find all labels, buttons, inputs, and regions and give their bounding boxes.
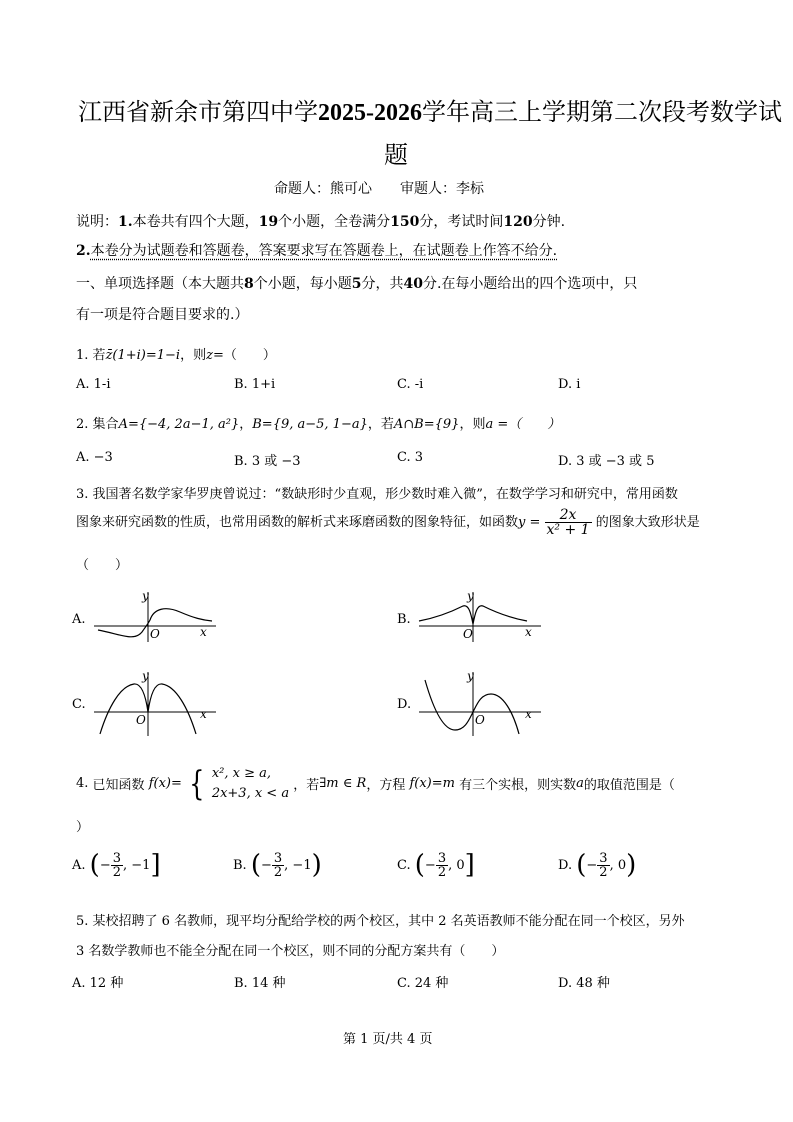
q4-option-a: A. (− $\frac{3}{2}$ , −1] [72,850,161,880]
question-1: 1. 若z̄(1+i)=1−i，则z=（ ） [76,348,276,363]
q2-set-b: B={9, a−5, 1−a} [252,417,368,432]
question-2: 2. 集合A={−4, 2a−1, a²}，B={9, a−5, 1−a}，若A∩B={9}，则a =（ ） [76,417,561,432]
section-heading-line2: 有一项是符合题目要求的.） [76,307,249,323]
question-4-line2: ） [76,820,90,835]
question-3-line3: （ ） [76,558,129,573]
section-heading: 一、单项选择题（本大题共8个小题，每小题5分，共40分.在每小题给出的四个选项中，只 [76,276,638,292]
q4-brace: { [189,763,205,804]
title-school: 江西省新余市第四中学 [78,98,318,126]
origin-label: O [150,627,160,641]
origin-label: O [475,713,485,727]
x-label: x [200,625,207,639]
q3-graph-c [90,668,220,738]
q5-option-a: A. 12 种 [72,976,124,991]
note-2: 2.本卷分为试题卷和答题卷，答案要求写在答题卷上，在试题卷上作答不给分. [76,243,558,259]
origin-label: O [136,713,146,727]
y-label: y [142,589,149,603]
question-3-line1: 3. 我国著名数学家华罗庚曾说过：“数缺形时少直观，形少数时难入微”，在数学学习和研究中，常用函数 [76,487,678,502]
title-rest: 学年高三上学期第二次段考数学试 [422,98,782,126]
q1-option-a: A. 1-i [76,377,111,392]
question-5-line1: 5. 某校招聘了 6 名教师，现平均分配给学校的两个校区，其中 2 名英语教师不能分配在同一个校区，另外 [76,914,685,929]
q2-option-d: D. 3 或 −3 或 5 [558,454,655,469]
x-label: x [525,625,532,639]
q2-option-b: B. 3 或 −3 [234,454,301,469]
q2-option-c: C. 3 [397,450,424,465]
x-label: x [525,707,532,721]
q1-equation: z̄(1+i)=1−i [105,348,181,363]
question-4: 4. 已知函数 f(x)= { x², x ≥ a, 2x+3, x < a ，若∃m ∈ R，方程 f(x)=m 有三个实根，则实数a的取值范围是（ [76,763,675,804]
q5-option-b: B. 14 种 [234,976,286,991]
q2-set-a: A={−4, 2a−1, a²} [118,417,240,432]
q3-option-b-label: B. [397,612,411,627]
origin-label: O [463,627,473,641]
authors: 命题人：熊可心 审题人：李标 [274,181,484,197]
page-title-line2: 题 [384,141,408,169]
y-label: y [142,669,149,683]
q4-cases: x², x ≥ a, 2x+3, x < a [211,766,290,801]
page-number: 第 1 页/共 4 页 [343,1032,433,1047]
page-title-line1 [78,92,782,127]
question-3-line2: 图象来研究函数的性质，也常用函数的解析式来琢磨函数的图象特征，如函数y = $\frac{2x}{\text{x² + 1}}$ 的图象大致形状是 [76,507,700,538]
q1-option-b: B. 1+i [234,377,276,392]
x-label: x [200,707,207,721]
q3-graph-b [415,588,545,644]
q1-option-c: C. -i [397,377,424,392]
curve [425,680,519,734]
note-1: 说明：1.本卷共有四个大题，19个小题，全卷满分150分，考试时间120分钟. [76,214,566,230]
q2-option-a: A. −3 [76,450,113,465]
q3-graph-a [90,588,220,644]
q3-graph-d [415,668,545,738]
q4-option-c: C. (− $\frac{3}{2}$ , 0] [397,850,475,880]
q3-option-c-label: C. [72,697,86,712]
q5-option-d: D. 48 种 [558,976,610,991]
curve-right [148,684,196,734]
q3-option-a-label: A. [72,612,86,627]
q5-option-c: C. 24 种 [397,976,449,991]
q3-fraction: $\frac{2x}{\text{x² + 1}}$ [546,507,590,538]
y-label: y [467,669,474,683]
q3-option-d-label: D. [397,697,412,712]
q1-option-d: D. i [558,377,581,392]
title-year: 2025-2026 [318,100,422,126]
y-label: y [467,589,474,603]
q4-option-d: D. (− $\frac{3}{2}$ , 0) [558,850,637,880]
q4-option-b: B. (− $\frac{3}{2}$ , −1) [233,850,322,880]
question-5-line2: 3 名数学教师也不能全分配在同一个校区，则不同的分配方案共有（ ） [76,944,505,959]
